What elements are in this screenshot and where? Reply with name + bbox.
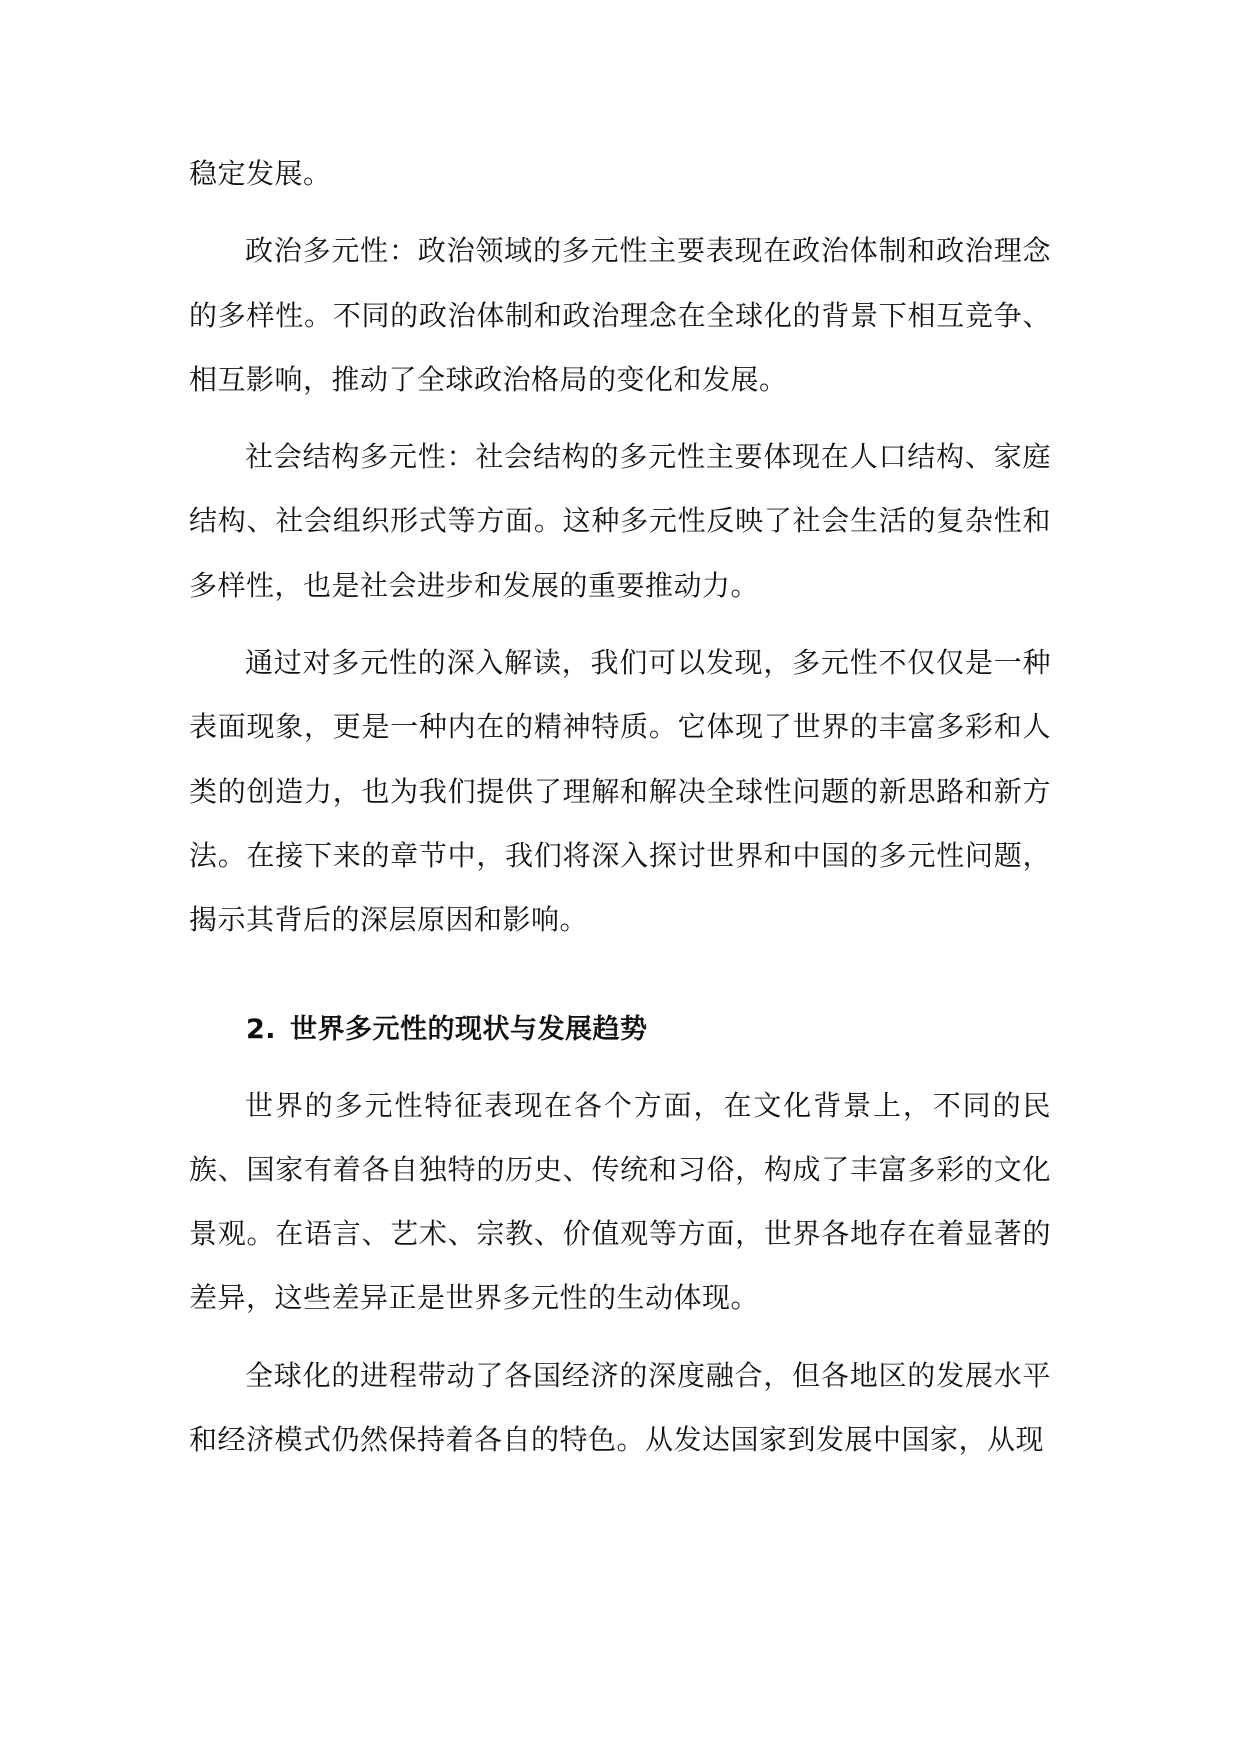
- paragraph-interpretation-summary: 通过对多元性的深入解读，我们可以发现，多元性不仅仅是一种表面现象，更是一种内在的精神特质。它体现了世界的丰富多彩和人类的创造力，也为我们提供了理解和解决全球性问题的新思路和新方法。在接下来的章节中，我们将深入探讨世界和中国的多元性问题，揭示其背后的深层原因和影响。: [189, 646, 1051, 937]
- paragraph-world-diversity-culture: 世界的多元性特征表现在各个方面，在文化背景上，不同的民族、国家有着各自独特的历史、传统和习俗，构成了丰富多彩的文化景观。在语言、艺术、宗教、价值观等方面，世界各地存在着显著的差异，这些差异正是世界多元性的生动体现。: [189, 1088, 1051, 1315]
- paragraph-political-diversity: 政治多元性：政治领域的多元性主要表现在政治体制和政治理念的多样性。不同的政治体制和政治理念在全球化的背景下相互竞争、相互影响，推动了全球政治格局的变化和发展。: [189, 234, 1051, 396]
- section-title: 世界多元性的现状与发展趋势: [290, 1013, 648, 1045]
- paragraph-social-structure-diversity: 社会结构多元性：社会结构的多元性主要体现在人口结构、家庭结构、社会组织形式等方面。这种多元性反映了社会生活的复杂性和多样性，也是社会进步和发展的重要推动力。: [189, 440, 1051, 602]
- paragraph-continuation: 稳定发展。: [189, 157, 332, 190]
- paragraph-globalization-economy: 全球化的进程带动了各国经济的深度融合，但各地区的发展水平和经济模式仍然保持着各自的特色。从发达国家到发展中国家，从现: [189, 1358, 1051, 1457]
- document-body: [189, 142, 1051, 1485]
- section-heading: [189, 998, 1051, 1062]
- section-number: 2.: [246, 1013, 277, 1045]
